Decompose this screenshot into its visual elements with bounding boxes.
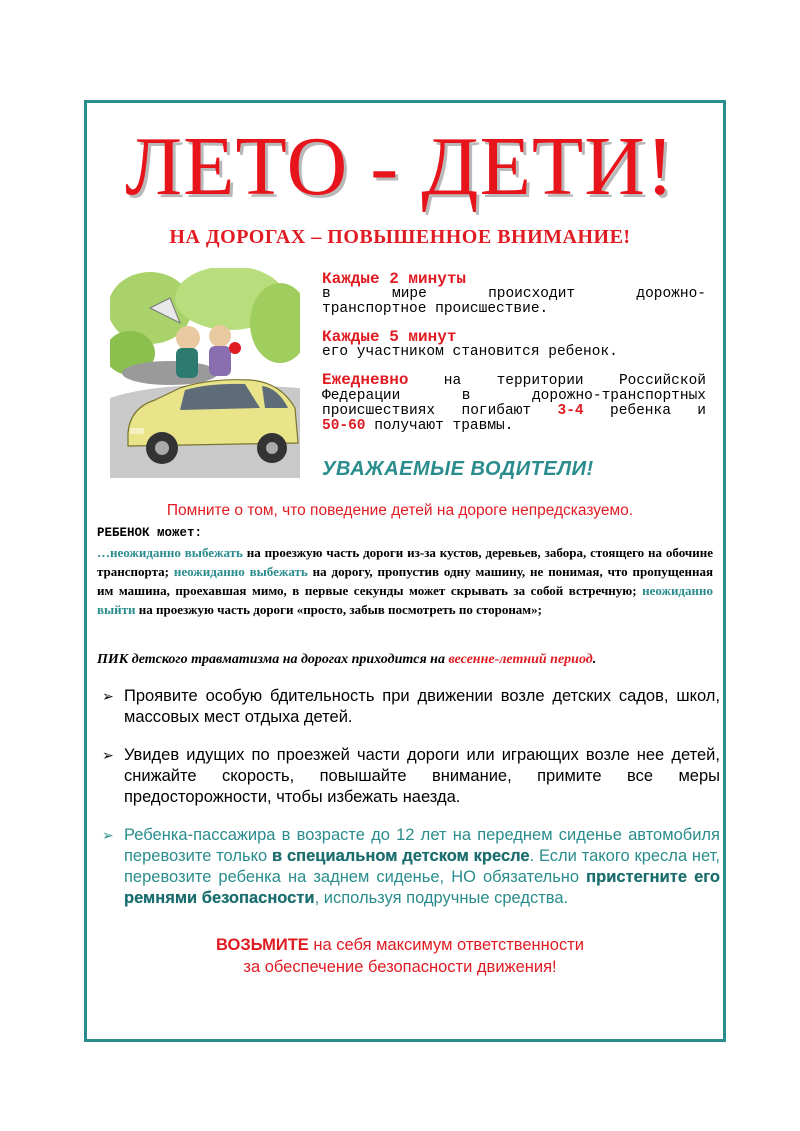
- child-can-heading: РЕБЕНОК может:: [97, 526, 203, 540]
- para-text-4: на дорогу, пропустив одну машину, не понимая, что пропущенная им машина, проехавшая мимо, в первые секунды может скрывать за собой встречную;: [97, 564, 713, 598]
- stat-1-line1: в мире происходит дорожно-: [322, 286, 706, 302]
- advice-item-3: [100, 825, 720, 909]
- arrowhead-bullet-icon: ➢: [102, 827, 114, 843]
- advice-item-3-text-a: Ребенка-пассажира в возрасте до 12 лет на переднем сиденье автомобиля перевозите только: [124, 826, 720, 865]
- para-phrase-3: неожиданно выбежать: [173, 564, 308, 579]
- advice-item-2: [100, 745, 720, 808]
- stat-3-line3: [322, 404, 706, 419]
- stat-3-line3b: ребенка и: [583, 403, 706, 419]
- advice-item-3-seatbelts: пристегните его ремнями безопасности: [124, 868, 721, 907]
- stat-daily: Ежедневно: [322, 371, 409, 389]
- stat-3-line4: [322, 419, 706, 434]
- take-word: ВОЗЬМИТЕ: [216, 936, 309, 954]
- advice-list: [100, 686, 720, 909]
- stat-3-line4-text: получают травмы.: [365, 418, 514, 434]
- poster-title: ЛЕТО - ДЕТИ!: [125, 120, 675, 213]
- advice-item-1-text: Проявите особую бдительность при движении возле детских садов, школ, массовых мест отдыха детей.: [124, 687, 720, 726]
- stat-3-deaths: 3-4: [557, 403, 584, 419]
- peak-text-c: .: [592, 652, 597, 667]
- para-text-6: на проезжую часть дороги «просто, забыв посмотреть по сторонам»;: [135, 602, 542, 617]
- take-line-1-text: на себя максимум ответственности: [308, 936, 584, 954]
- stat-3-line3a: происшествиях погибают: [322, 403, 558, 419]
- stat-every-2-minutes: Каждые 2 минуты: [322, 270, 467, 288]
- dear-drivers-heading: УВАЖАЕМЫЕ ВОДИТЕЛИ!: [322, 458, 594, 480]
- para-phrase-5: неожиданно выйти: [97, 583, 713, 617]
- take-responsibility: [0, 934, 800, 978]
- peak-injury-line: [97, 652, 713, 668]
- advice-item-3-text-e: , используя подручные средства.: [314, 889, 569, 907]
- arrowhead-bullet-icon: ➢: [102, 747, 114, 763]
- advice-item-3-child-seat: в специальном детском кресле: [272, 847, 530, 865]
- stat-2-text: его участником становится ребенок.: [322, 344, 618, 360]
- statistics-block: [322, 272, 706, 434]
- para-text-2: на проезжую часть дороги из-за кустов, деревьев, забора, стоящего на обочине транспорта;: [97, 545, 713, 579]
- take-line-1: [0, 934, 800, 956]
- peak-period: весенне-летний период: [448, 652, 593, 667]
- stat-3-line2: Федерации в дорожно-транспортных: [322, 388, 706, 404]
- advice-item-3-text-c: . Если такого кресла нет, перевозите ребенка на заднем сиденье, НО обязательно: [124, 847, 720, 886]
- stat-every-5-minutes: Каждые 5 минут: [322, 328, 457, 346]
- stat-3-part1: на территории Российской: [408, 373, 706, 389]
- stat-3-injuries: 50-60: [322, 418, 366, 434]
- arrowhead-bullet-icon: ➢: [102, 688, 114, 704]
- child-behavior-paragraph: [97, 543, 713, 619]
- stat-1-line2: транспортное происшествие.: [322, 301, 549, 317]
- stat-3-line1: [322, 373, 706, 389]
- take-line-2: за обеспечение безопасности движения!: [243, 958, 557, 976]
- peak-text-a: ПИК детского травматизма на дорогах приходится на: [97, 652, 449, 667]
- advice-item-2-text: Увидев идущих по проезжей части дороги или играющих возле нее детей, снижайте скорость, повышайте внимание, примите все меры предосторожности, чтобы избежать наезда.: [124, 746, 720, 806]
- remember-line: Помните о том, что поведение детей на дороге непредсказуемо.: [166, 502, 634, 519]
- poster-subtitle: НА ДОРОГАХ – ПОВЫШЕННОЕ ВНИМАНИЕ!: [169, 226, 631, 248]
- car-children-illustration: [110, 268, 300, 478]
- advice-item-1: [100, 686, 720, 728]
- para-phrase-1: …неожиданно выбежать: [97, 545, 243, 560]
